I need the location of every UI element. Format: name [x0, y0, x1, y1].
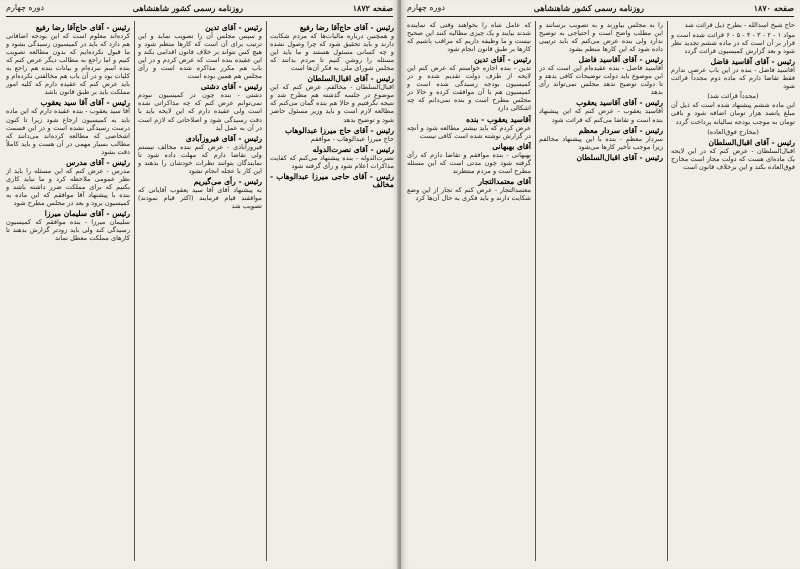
paragraph: که عامل شاه را بخواهند وقتی که نماینده شدند بیایند و یک چیزی مطالبه کنند این صحیح نیست و ما وظیفه داریم که مراقب باشیم که کارها بر طبق قانون انجام شود	[407, 21, 531, 54]
editorial-note: (مجدداً قرائت شد)	[707, 92, 759, 101]
right-page-session: دوره چهارم	[407, 3, 445, 12]
column-divider	[266, 21, 267, 561]
speaker-heading: آقاسید یعقوب - بنده	[466, 114, 531, 124]
column-divider	[667, 21, 668, 561]
speaker-heading: رئیس - آقای تدین	[474, 55, 531, 65]
paragraph: تدین - بنده اجازه خواستم که عرض کنم این لایحه از طرف دولت تقدیم شده و در کمیسیون بودجه رسیدگی شده است و کمیسیون هم با آن موافقت کرده و حالا در مجلس مطرح است و بنده نمی‌دانم که چه اشکالی دارد	[407, 64, 531, 113]
left-page	[0, 0, 399, 569]
left-column-3	[270, 21, 394, 563]
speaker-heading: رئیس - آقای سلیمان میرزا	[44, 209, 130, 219]
paragraph: را به مجلس بیاورند و به تصویب برسانند و این مطلب واضح است و احتیاجی به توضیح ندارد ولی بنده عرض می‌کنم که باید ترتیبی داده شود که این کارها منظم بشود	[539, 21, 663, 54]
right-page-number: صفحه ۱۸۷۰	[753, 3, 794, 13]
speaker-heading: رئیس - آقای سردار معظم	[578, 125, 663, 135]
right-page-title: روزنامه رسمی کشور شاهنشاهی	[533, 3, 644, 13]
speaker-heading: رئیس - آقای حاجی میرزا عبدالوهاب - مخالف	[270, 171, 394, 189]
paragraph: فیروزآبادی - عرض کنم بنده مخالف نیستم ولی تقاضا دارم که مهلت داده شود تا نمایندگان بتوانند نظرات خودشان را بدهند و این کار با عجله انجام نشود	[138, 142, 262, 175]
paragraph: کرده‌اند معلوم است که این بودجه اضافاتی هم دارد که باید در کمیسیون رسیدگی بشود و ما قبول نکرده‌ایم که بدون مطالعه تصویب کنیم و اما راجع به مطالب دیگر عرض کنم که بنده اسم نبرده‌ام و بیانات بنده هم راجع به کلیات بود و در آن باب هم مخالفتی نکرده‌ام و باید عرض کنم که عقیده دارم که کلیه امور مملکت باید بر طبق قانون باشد	[6, 32, 130, 97]
paragraph: حاج شیخ اسدالله - بطرح ذیل قرائت شد	[684, 21, 795, 29]
speaker-heading: رئیس - آقای اقبال‌السلطان	[708, 137, 795, 147]
right-column-2	[539, 21, 663, 563]
left-page-title: روزنامه رسمی کشور شاهنشاهی	[132, 3, 243, 13]
paragraph: سردار معظم - بنده با این پیشنهاد مخالفم زیرا موجب تأخیر کارها می‌شود	[539, 134, 663, 151]
left-page-header	[6, 3, 393, 15]
left-page-number: صفحه ۱۸۷۲	[352, 3, 393, 13]
paragraph: آقاسید فاضل - بنده در این باب عرضی ندارم فقط تقاضا دارم که ماده دوم مجدداً قرائت شود	[671, 66, 795, 91]
paragraph: دشتی - بنده چون در کمیسیون نبودم نمی‌توانم عرض کنم که چه مذاکراتی شده است ولی عقیده دارم که این لایحه باید با دقت رسیدگی شود و اصلاحاتی که لازم است در آن به عمل آید	[138, 91, 262, 132]
paragraph: سلیمان میرزا - بنده موافقم که کمیسیون رسیدگی کند ولی باید زودتر گزارش بدهند تا کارهای مملکت معطل نماند	[6, 218, 130, 243]
left-page-session: دوره چهارم	[6, 3, 44, 12]
right-header-rule	[407, 16, 794, 17]
paragraph: معتمدالتجار - عرض کنم که تجار از این وضع شکایت دارند و باید فکری به حال آن‌ها کرد	[407, 185, 531, 202]
paragraph: مواد ۱ - ۲ - ۳ - ۴ - ۵ - ۶ قرائت شده است و قرار بر آن است که در ماده ششم تجدید نظر شود و بعد گزارش کمیسیون قرائت گردد	[671, 31, 795, 56]
speaker-heading: رئیس - آقای نصرت‌الدوله	[312, 144, 394, 154]
speaker-heading: رئیس - آقای حاج‌آقا رضا رفیع	[35, 23, 130, 32]
column-divider	[134, 21, 135, 561]
speaker-heading: آقای معتمدالتجار	[478, 176, 531, 186]
paragraph: حاج میرزا عبدالوهاب - موافقم	[310, 134, 394, 143]
speaker-heading: رئیس - آقای حاج‌آقا رضا رفیع	[299, 23, 394, 32]
paragraph: آقا سید یعقوب - بنده عقیده دارم که این ماده باید به کمیسیون ارجاع شود زیرا تا کنون درست رسیدگی نشده است و در این قسمت اشخاصی که مطالعه کرده‌اند می‌دانند که مطالب بسیار مهمی در آن هست و باید کاملاً دقت بشود	[6, 107, 130, 156]
speaker-heading: رئیس - آقای مدرس	[66, 157, 130, 167]
speaker-heading: رئیس - آقای آقاسید فاضل	[710, 57, 795, 67]
speaker-heading: آقای بهبهانی	[492, 141, 531, 151]
paragraph: آقاسید یعقوب - عرض کنم که این پیشنهاد بنده است و تقاضا می‌کنم که قرائت شود	[539, 107, 663, 124]
paragraph: و همچنین درباره مالیات‌ها که مردم شکایت دارند و باید تحقیق شود که چرا وصول نشده و چه کسانی مسئول هستند و ما باید این مسئله را روشن کنیم تا مردم بدانند که مجلس شورای ملی به فکر آن‌ها است	[270, 32, 394, 73]
speaker-heading: رئیس - آقای اقبال‌السلطان	[576, 152, 663, 162]
paragraph: بهبهانی - بنده موافقم و تقاضا دارم که رأی گرفته شود چون مدتی است که این مسئله مطرح است و مردم منتظرند	[407, 150, 531, 175]
speaker-heading: رئیس - رأی می‌گیریم	[193, 176, 262, 186]
left-column-1	[6, 21, 130, 563]
speaker-heading: رئیس - آقای آقاسید یعقوب	[576, 98, 663, 108]
left-column-2	[138, 21, 262, 563]
paragraph: این ماده ششم پیشنهاد شده است که ذیل آن مبلغ پانصد هزار تومان اضافه شود و باقی تومان به موجب بودجه سالیانه پرداخت گردد	[671, 101, 795, 126]
paragraph: اقبال‌السلطان - عرض کنم که در این لایحه یک ماده‌ای هست که دولت مجاز است مخارج فوق‌العاده بکند و این برخلاف قانون است	[671, 146, 795, 171]
speaker-heading: رئیس - آقای آقا سید یعقوب	[40, 98, 130, 108]
paragraph: عرض کردم که باید بیشتر مطالعه شود و آنچه در گزارش نوشته شده است کافی نیست	[407, 123, 531, 140]
left-header-rule	[6, 16, 393, 17]
paragraph: به پیشنهاد آقای آقا سید یعقوب آقایانی که موافقند قیام فرمایند (اکثر قیام نمودند) تصویب شد	[138, 185, 262, 210]
paragraph: و سپس مجلس آن را تصویب نماید و این ترتیب برای آن است که کارها منظم شود و هیچ کس نتواند بر خلاف قانون اقدامی بکند و این عقیده بنده است که عرض کردم و در این باب هم مکرر مذاکره شده است و رأی مجلس هم همین بوده است	[138, 32, 262, 81]
right-page-header	[407, 3, 794, 15]
right-column-1	[407, 21, 531, 563]
speaker-heading: رئیس - آقای دشتی	[200, 82, 262, 92]
column-divider	[535, 21, 536, 561]
speaker-heading: رئیس - آقای تدین	[205, 23, 262, 32]
paragraph: نصرت‌الدوله - بنده پیشنهاد می‌کنم که کفایت مذاکرات اعلام شود و رأی گرفته شود	[270, 153, 394, 170]
speaker-heading: رئیس - آقای حاج میرزا عبدالوهاب	[285, 125, 394, 135]
paragraph: اقبال‌السلطان - مخالفم. عرض کنم که این موضوع در جلسه گذشته هم مطرح شد و نتیجه نگرفتیم و حالا هم بنده گمان می‌کنم که مطالعه لازم است و باید وزیر مسئول حاضر شود و توضیح بدهد	[270, 83, 394, 124]
speaker-heading: رئیس - آقای آقاسید فاضل	[578, 55, 663, 65]
paragraph: آقاسید فاضل - بنده عقیده‌ام این است که در این موضوع باید دولت توضیحات کافی بدهد و تا دولت توضیح ندهد مجلس نمی‌تواند رأی بدهد	[539, 64, 663, 97]
speaker-heading: رئیس - آقای اقبال‌السلطان	[307, 74, 394, 84]
right-column-3	[671, 21, 795, 563]
editorial-note: (مخارج فوق‌العاده)	[707, 127, 759, 136]
speaker-heading: رئیس - آقای فیروزآبادی	[185, 133, 262, 143]
right-page	[401, 0, 800, 569]
paragraph: مدرس - عرض کنم که این مسئله را باید از نظر عمومی ملاحظه کرد و ما نباید کاری بکنیم که برای مملکت ضرر داشته باشد و بنده با پیشنهاد آقا موافقم که این ماده به کمیسیون برود و بعد در مجلس مطرح شود	[6, 166, 130, 207]
